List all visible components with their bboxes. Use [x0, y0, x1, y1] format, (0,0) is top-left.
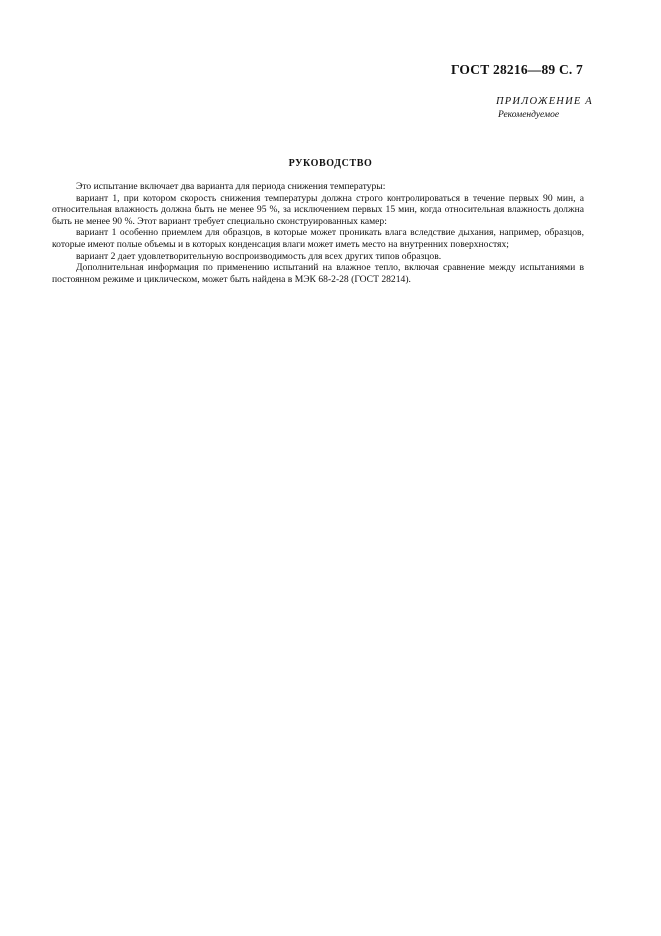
- paragraph-intro-text: Это испытание включает два варианта для периода снижения температуры:: [76, 181, 386, 192]
- paragraph-additional-info-text: Дополнительная информация по применению испытаний на влажное тепло, включая сравнение между испытаниями в постоянном режиме и циклическом, может быть найдена в МЭК 68-2-28 (ГОСТ 28214).: [52, 262, 584, 285]
- body-text: [52, 181, 584, 285]
- page-header-standard-number: ГОСТ 28216—89 С. 7: [450, 62, 583, 77]
- paragraph-variant-1-text: вариант 1, при котором скорость снижения температуры должна строго контролироваться в течение первых 90 мин, а относительная влажность должна быть не менее 95 %, за исключением первых 15 мин, когда относительная влажность должна быть не менее 90 %. Этот вариант требует специально сконструированных камер:: [52, 192, 584, 227]
- appendix-status: Рекомендуемое: [498, 110, 560, 120]
- paragraph-variant-2: [52, 251, 584, 263]
- paragraph-variant-1-suitability: [52, 227, 584, 250]
- paragraph-variant-1: [52, 193, 584, 228]
- paragraph-variant-2-text: вариант 2 дает удовлетворительную воспроизводимость для всех других типов образцов.: [76, 250, 442, 262]
- paragraph-intro: [52, 181, 584, 193]
- appendix-label: ПРИЛОЖЕНИЕ А: [496, 96, 593, 107]
- paragraph-additional-info: [52, 262, 584, 285]
- section-title: РУКОВОДСТВО: [288, 158, 373, 169]
- paragraph-variant-1-suitability-text: вариант 1 особенно приемлем для образцов, в которые может проникать влага вследствие дыхания, например, образцов, которые имеют полые объемы и в которых конденсация влаги может иметь место на внутренних поверхностях;: [52, 227, 584, 250]
